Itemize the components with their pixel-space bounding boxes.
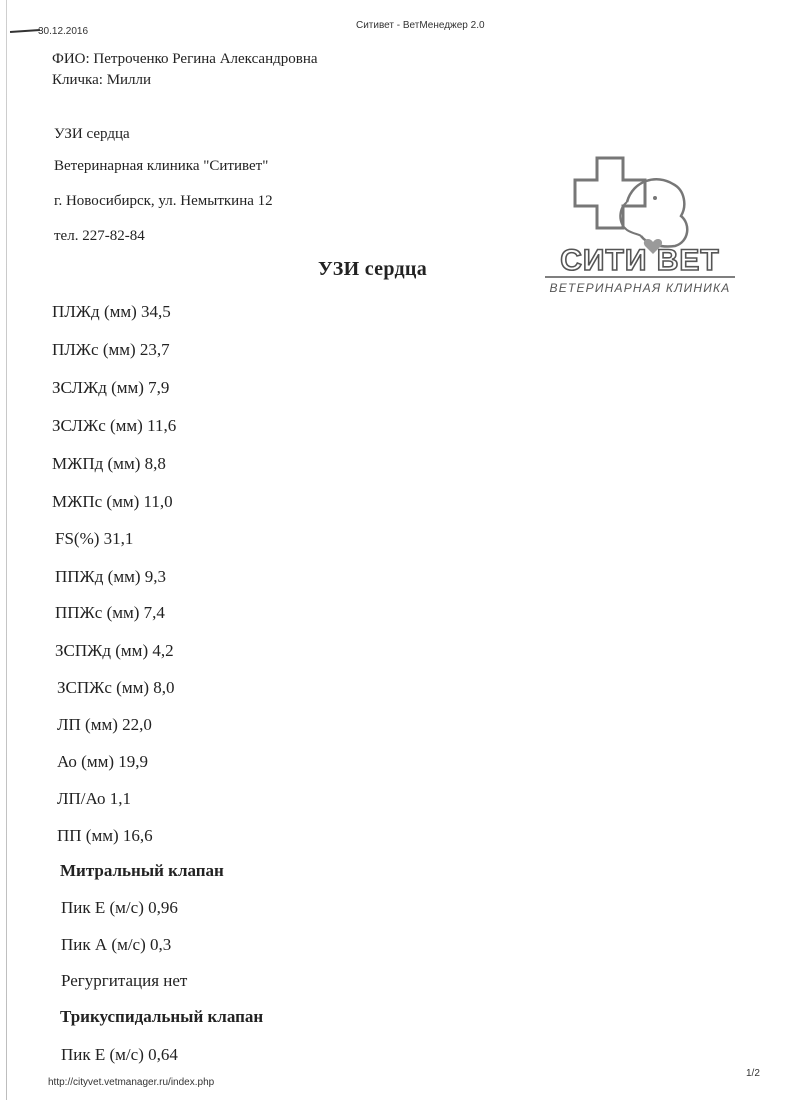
measurement-lp: ЛП (мм) 22,0 — [57, 715, 152, 734]
exam-type: УЗИ сердца — [54, 126, 130, 142]
measurement-lp-ao: ЛП/Ао 1,1 — [57, 789, 131, 808]
mitral-valve-title: Митральный клапан — [60, 861, 224, 880]
tricuspid-peak-e: Пик Е (м/с) 0,64 — [61, 1045, 178, 1064]
mitral-regurgitation: Регургитация нет — [61, 971, 188, 990]
page-number: 1/2 — [746, 1068, 760, 1079]
clinic-phone: тел. 227-82-84 — [54, 228, 145, 244]
mitral-peak-e: Пик Е (м/с) 0,96 — [61, 898, 178, 917]
measurement-fs: FS(%) 31,1 — [55, 529, 134, 548]
clinic-name: Ветеринарная клиника "Ситивет" — [54, 158, 269, 174]
measurement-zspzhs: ЗСПЖс (мм) 8,0 — [57, 678, 175, 697]
measurement-ao: Ао (мм) 19,9 — [57, 752, 149, 771]
mitral-peak-a: Пик А (м/с) 0,3 — [61, 935, 172, 954]
print-date: 30.12.2016 — [38, 26, 89, 37]
cross-icon — [575, 158, 645, 228]
measurement-ppzhs: ППЖс (мм) 7,4 — [55, 603, 165, 622]
svg-text:ВЕТЕРИНАРНАЯ КЛИНИКА: ВЕТЕРИНАРНАЯ КЛИНИКА — [549, 281, 731, 295]
tricuspid-valve-title: Трикуспидальный клапан — [60, 1007, 264, 1026]
measurement-mzhpd: МЖПд (мм) 8,8 — [52, 454, 166, 473]
report-title: УЗИ сердца — [318, 258, 428, 280]
measurement-plzhs: ПЛЖс (мм) 23,7 — [52, 340, 170, 359]
clinic-address: г. Новосибирск, ул. Немыткина 12 — [54, 193, 273, 209]
measurement-pp: ПП (мм) 16,6 — [57, 826, 153, 845]
svg-text:СИТИ ВЕТ: СИТИ ВЕТ — [560, 244, 720, 277]
measurement-zslzhs: ЗСЛЖс (мм) 11,6 — [52, 416, 177, 435]
print-url: http://cityvet.vetmanager.ru/index.php — [48, 1077, 215, 1088]
dog-icon — [627, 179, 687, 246]
print-page-title: Ситивет - ВетМенеджер 2.0 — [356, 20, 485, 31]
owner-name: ФИО: Петроченко Регина Александровна — [52, 51, 318, 67]
pet-name: Кличка: Милли — [52, 72, 152, 88]
pen-mark — [10, 29, 40, 33]
measurement-zslzhd: ЗСЛЖд (мм) 7,9 — [52, 378, 170, 397]
measurement-mzhps: МЖПс (мм) 11,0 — [52, 492, 173, 511]
measurement-ppzhd: ППЖд (мм) 9,3 — [55, 567, 167, 586]
cityvet-logo — [535, 150, 745, 300]
scan-page-edge — [6, 0, 7, 1100]
measurement-plzhd: ПЛЖд (мм) 34,5 — [52, 302, 171, 321]
measurement-zspzhd: ЗСПЖд (мм) 4,2 — [55, 641, 174, 660]
